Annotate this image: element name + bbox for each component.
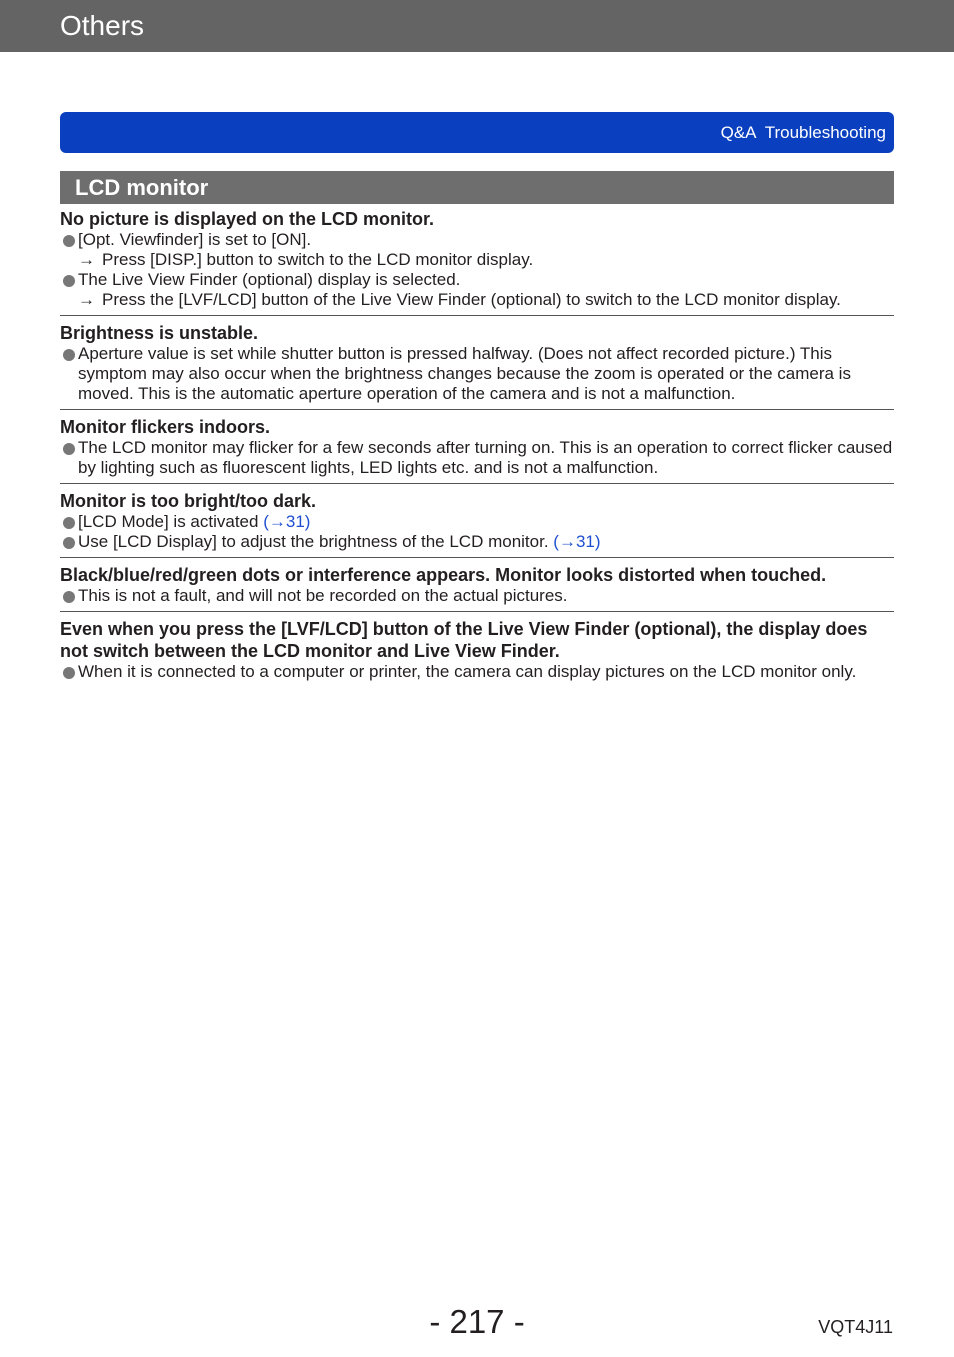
qa-item	[60, 322, 894, 410]
bullet-icon	[63, 517, 75, 529]
page-reference-link[interactable]: (→31)	[263, 512, 311, 531]
bullet-icon	[63, 275, 75, 287]
answer-text: This is not a fault, and will not be recorded on the actual pictures.	[78, 586, 568, 605]
question: Monitor is too bright/too dark.	[60, 491, 316, 511]
answer-item	[60, 270, 894, 290]
page-reference-link[interactable]: (→31)	[553, 532, 601, 551]
qa-list	[60, 206, 894, 693]
section-banner-label: Q&A Troubleshooting	[720, 123, 886, 142]
question: Black/blue/red/green dots or interference appears. Monitor looks distorted when touched.	[60, 565, 827, 585]
qa-item	[60, 618, 894, 687]
topic-heading-bar	[60, 171, 894, 204]
document-code: VQT4J11	[818, 1317, 893, 1337]
answer-text: Aperture value is set while shutter button is pressed halfway. (Does not affect recorded picture.) This symptom may also occur when the brightness changes because the zoom is operated or the camera is moved. This is the automatic aperture operation of the camera and is not a malfunction.	[78, 344, 851, 403]
answer-text: The LCD monitor may flicker for a few seconds after turning on. This is an operation to correct flicker caused by lighting such as fluorescent lights, LED lights etc. and is not a malfunction.	[78, 438, 893, 477]
qa-item	[60, 564, 894, 612]
qa-item	[60, 416, 894, 484]
answer-text: When it is connected to a computer or printer, the camera can display pictures on the LCD monitor only.	[78, 662, 857, 681]
action-text: Press [DISP.] button to switch to the LCD monitor display.	[102, 250, 534, 269]
answer-text: Use [LCD Display] to adjust the brightness of the LCD monitor.	[78, 532, 549, 551]
question: No picture is displayed on the LCD monitor.	[60, 209, 435, 229]
question: Monitor flickers indoors.	[60, 417, 271, 437]
page-number: - 217 -	[429, 1303, 525, 1340]
arrow-icon: →	[78, 290, 95, 309]
chapter-header-bar	[0, 0, 954, 52]
answer-item	[60, 532, 894, 552]
answer-text: [Opt. Viewfinder] is set to [ON].	[78, 230, 312, 249]
qa-item	[60, 208, 894, 316]
bullet-icon	[63, 235, 75, 247]
arrow-icon: →	[78, 250, 95, 269]
bullet-icon	[63, 537, 75, 549]
answer-item	[60, 230, 894, 250]
answer-item	[60, 662, 894, 682]
action-text: Press the [LVF/LCD] button of the Live View Finder (optional) to switch to the LCD monitor display.	[102, 290, 841, 309]
answer-item	[60, 344, 894, 404]
topic-title: LCD monitor	[75, 175, 209, 200]
question: Brightness is unstable.	[60, 323, 259, 343]
bullet-icon	[63, 591, 75, 603]
answer-text: The Live View Finder (optional) display is selected.	[78, 270, 461, 289]
answer-text: [LCD Mode] is activated	[78, 512, 259, 531]
action-item	[60, 250, 894, 270]
section-banner	[60, 112, 894, 153]
answer-item	[60, 586, 894, 606]
question: Even when you press the [LVF/LCD] button of the Live View Finder (optional), the display does not switch between the LCD monitor and Live View Finder.	[60, 619, 868, 661]
chapter-title: Others	[60, 10, 145, 41]
answer-item	[60, 438, 894, 478]
action-item	[60, 290, 894, 310]
bullet-icon	[63, 443, 75, 455]
answer-item	[60, 512, 894, 532]
bullet-icon	[63, 349, 75, 361]
qa-item	[60, 490, 894, 558]
bullet-icon	[63, 667, 75, 679]
